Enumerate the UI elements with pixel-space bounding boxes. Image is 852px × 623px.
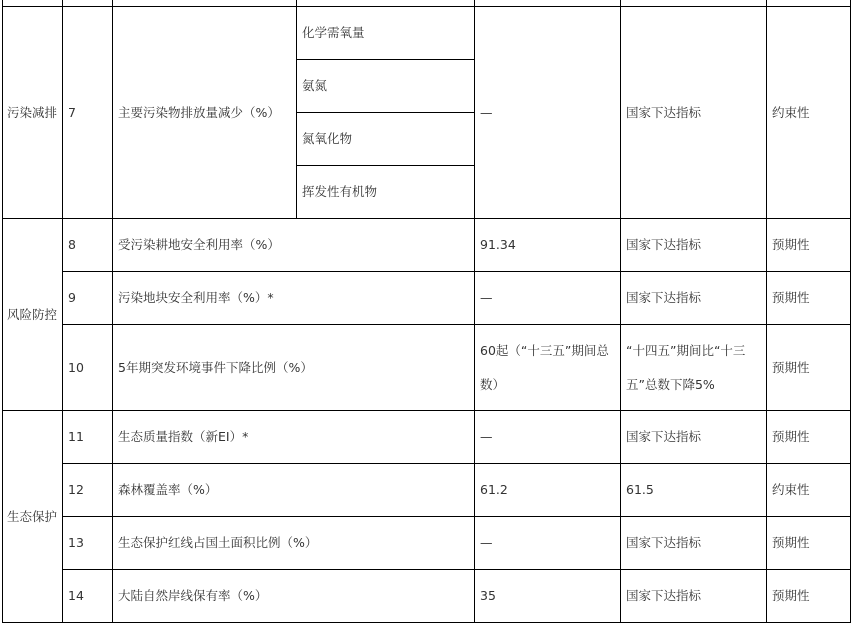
indicator-table [2, 0, 851, 623]
indicator-attribute: 预期性 [767, 570, 851, 623]
row-number: 10 [63, 325, 113, 411]
group-ecological-protection: 生态保护 [3, 411, 63, 623]
indicator-attribute: 预期性 [767, 411, 851, 464]
row-number: 12 [63, 464, 113, 517]
sub-indicator: 氮氧化物 [297, 113, 475, 166]
indicator-name: 污染地块安全利用率（%）* [113, 272, 475, 325]
baseline-value: — [475, 272, 621, 325]
group-risk-control: 风险防控 [3, 219, 63, 411]
row-number: 8 [63, 219, 113, 272]
baseline-value: — [475, 7, 621, 219]
target-value: 国家下达指标 [621, 272, 767, 325]
indicator-name: 受污染耕地安全利用率（%） [113, 219, 475, 272]
row-number: 14 [63, 570, 113, 623]
sub-indicator: 挥发性有机物 [297, 166, 475, 219]
row-number: 9 [63, 272, 113, 325]
target-value: 国家下达指标 [621, 570, 767, 623]
target-value: 61.5 [621, 464, 767, 517]
baseline-value: 61.2 [475, 464, 621, 517]
target-value: 国家下达指标 [621, 7, 767, 219]
indicator-name: 森林覆盖率（%） [113, 464, 475, 517]
indicator-attribute: 约束性 [767, 464, 851, 517]
baseline-value: — [475, 517, 621, 570]
row-number: 13 [63, 517, 113, 570]
target-value: “十四五”期间比“十三五”总数下降5% [621, 325, 767, 411]
baseline-value: 35 [475, 570, 621, 623]
target-value: 国家下达指标 [621, 219, 767, 272]
baseline-value: 91.34 [475, 219, 621, 272]
indicator-name: 5年期突发环境事件下降比例（%） [113, 325, 475, 411]
indicator-attribute: 预期性 [767, 517, 851, 570]
indicator-name: 主要污染物排放量减少（%） [113, 7, 297, 219]
row-number: 11 [63, 411, 113, 464]
sub-indicator: 化学需氧量 [297, 7, 475, 60]
indicator-name: 大陆自然岸线保有率（%） [113, 570, 475, 623]
indicator-attribute: 预期性 [767, 219, 851, 272]
indicator-attribute: 预期性 [767, 272, 851, 325]
target-value: 国家下达指标 [621, 517, 767, 570]
indicator-name: 生态质量指数（新EI）* [113, 411, 475, 464]
baseline-value: — [475, 411, 621, 464]
indicator-name: 生态保护红线占国土面积比例（%） [113, 517, 475, 570]
baseline-value: 60起（“十三五”期间总数） [475, 325, 621, 411]
target-value: 国家下达指标 [621, 411, 767, 464]
indicator-attribute: 预期性 [767, 325, 851, 411]
sub-indicator: 氨氮 [297, 60, 475, 113]
indicator-attribute: 约束性 [767, 7, 851, 219]
group-pollution-reduction: 污染减排 [3, 7, 63, 219]
row-number: 7 [63, 7, 113, 219]
